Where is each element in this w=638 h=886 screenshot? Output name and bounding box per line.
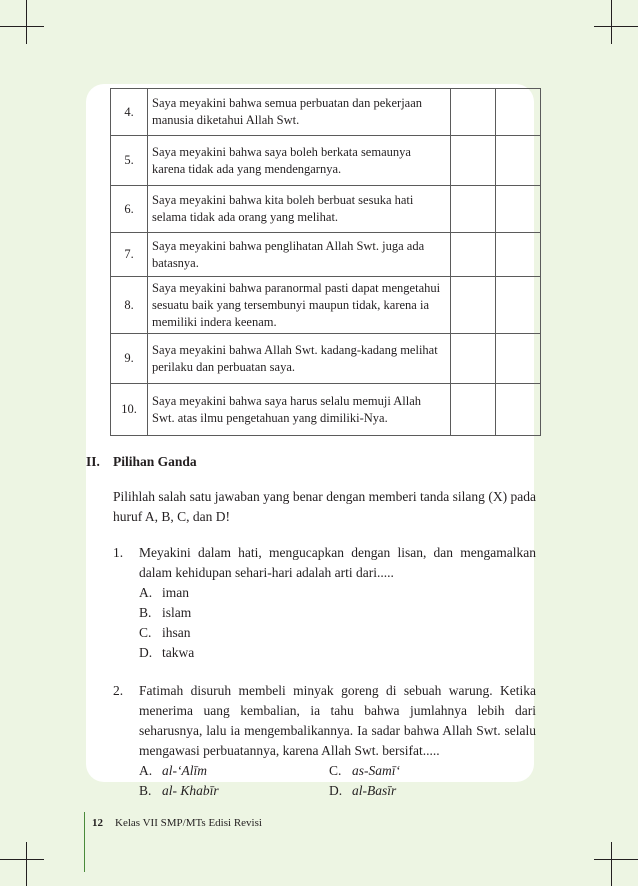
question-1 bbox=[113, 543, 536, 663]
page-number: 12 bbox=[92, 817, 103, 829]
question-number: 1. bbox=[113, 545, 124, 560]
section-instruction: Pilihlah salah satu jawaban yang benar dengan memberi tanda silang (X) pada huruf A, B, C, dan D! bbox=[113, 489, 536, 524]
table-row bbox=[111, 89, 541, 136]
answer-cell[interactable] bbox=[451, 89, 496, 136]
row-statement: Saya meyakini bahwa penglihatan Allah Swt. juga ada batasnya. bbox=[148, 233, 451, 277]
table-row bbox=[111, 384, 541, 436]
answer-cell[interactable] bbox=[496, 334, 541, 384]
question-2 bbox=[113, 681, 536, 801]
option-a[interactable] bbox=[139, 761, 329, 781]
row-statement: Saya meyakini bahwa saya boleh berkata semaunya karena tidak ada yang mendengarnya. bbox=[148, 136, 451, 186]
question-text: Meyakini dalam hati, mengucapkan dengan lisan, dan mengamalkan dalam kehidupan sehari-hari adalah arti dari..... bbox=[139, 545, 536, 580]
crop-mark bbox=[594, 26, 638, 27]
table-row bbox=[111, 186, 541, 233]
option-d[interactable] bbox=[139, 643, 536, 663]
section-number: II. bbox=[86, 454, 100, 469]
option-letter: D. bbox=[329, 783, 343, 798]
row-statement: Saya meyakini bahwa Allah Swt. kadang-kadang melihat perilaku dan perbuatan saya. bbox=[148, 334, 451, 384]
crop-mark bbox=[611, 842, 612, 886]
answer-cell[interactable] bbox=[496, 136, 541, 186]
option-text: al-‘Alīm bbox=[162, 763, 207, 778]
option-text: as-Samī‘ bbox=[352, 763, 400, 778]
row-statement: Saya meyakini bahwa saya harus selalu memuji Allah Swt. atas ilmu pengetahuan yang dimiliki-Nya. bbox=[148, 384, 451, 436]
crop-mark bbox=[594, 859, 638, 860]
footer-rule bbox=[84, 812, 85, 872]
row-number: 5. bbox=[111, 136, 148, 186]
question-number: 2. bbox=[113, 683, 124, 698]
question-text: Fatimah disuruh membeli minyak goreng di sebuah warung. Ketika menerima uang kembalian, ia tahu bahwa jumlahnya lebih dari seharusnya, lalu ia mengembalikannya. Ia sadar bahwa Allah Swt. selalu mengawasi perbuatannya, karena Allah Swt. bersifat..... bbox=[139, 683, 536, 758]
answer-cell[interactable] bbox=[496, 384, 541, 436]
option-text: al- Khabīr bbox=[162, 783, 219, 798]
section-title: Pilihan Ganda bbox=[113, 454, 197, 469]
crop-mark bbox=[0, 26, 44, 27]
answer-cell[interactable] bbox=[496, 277, 541, 334]
section-heading bbox=[86, 452, 536, 472]
table-row bbox=[111, 334, 541, 384]
option-text: islam bbox=[162, 605, 192, 620]
option-text: iman bbox=[162, 585, 189, 600]
row-number: 7. bbox=[111, 233, 148, 277]
options-row bbox=[139, 781, 536, 801]
option-c[interactable] bbox=[139, 623, 536, 643]
option-text: takwa bbox=[162, 645, 195, 660]
multiple-choice-section bbox=[86, 452, 536, 801]
row-statement: Saya meyakini bahwa paranormal pasti dapat mengetahui sesuatu baik yang tersembunyi maupun tidak, karena ia memiliki indera keenam. bbox=[148, 277, 451, 334]
row-statement: Saya meyakini bahwa semua perbuatan dan pekerjaan manusia diketahui Allah Swt. bbox=[148, 89, 451, 136]
answer-cell[interactable] bbox=[451, 334, 496, 384]
answer-cell[interactable] bbox=[451, 186, 496, 233]
row-number: 9. bbox=[111, 334, 148, 384]
row-number: 4. bbox=[111, 89, 148, 136]
row-number: 6. bbox=[111, 186, 148, 233]
row-number: 8. bbox=[111, 277, 148, 334]
option-c[interactable] bbox=[329, 761, 519, 781]
crop-mark bbox=[26, 842, 27, 886]
answer-cell[interactable] bbox=[451, 384, 496, 436]
option-letter: C. bbox=[139, 625, 152, 640]
row-number: 10. bbox=[111, 384, 148, 436]
crop-mark bbox=[0, 859, 44, 860]
option-text: al-Basīr bbox=[352, 783, 397, 798]
answer-cell[interactable] bbox=[451, 233, 496, 277]
answer-cell[interactable] bbox=[451, 277, 496, 334]
option-text: ihsan bbox=[162, 625, 191, 640]
options-row bbox=[139, 761, 536, 781]
option-letter: B. bbox=[139, 605, 152, 620]
table-row bbox=[111, 136, 541, 186]
crop-mark bbox=[611, 0, 612, 44]
option-letter: C. bbox=[329, 763, 342, 778]
option-a[interactable] bbox=[139, 583, 536, 603]
option-letter: D. bbox=[139, 645, 153, 660]
answer-cell[interactable] bbox=[496, 233, 541, 277]
option-d[interactable] bbox=[329, 781, 519, 801]
table-row bbox=[111, 277, 541, 334]
option-letter: A. bbox=[139, 763, 153, 778]
survey-table bbox=[110, 88, 541, 436]
option-letter: B. bbox=[139, 783, 152, 798]
option-b[interactable] bbox=[139, 781, 329, 801]
option-b[interactable] bbox=[139, 603, 536, 623]
book-title: Kelas VII SMP/MTs Edisi Revisi bbox=[115, 817, 262, 829]
answer-cell[interactable] bbox=[451, 136, 496, 186]
answer-cell[interactable] bbox=[496, 186, 541, 233]
crop-mark bbox=[26, 0, 27, 44]
option-letter: A. bbox=[139, 585, 153, 600]
answer-cell[interactable] bbox=[496, 89, 541, 136]
row-statement: Saya meyakini bahwa kita boleh berbuat sesuka hati selama tidak ada orang yang melihat. bbox=[148, 186, 451, 233]
table-row bbox=[111, 233, 541, 277]
page-footer bbox=[92, 816, 262, 830]
